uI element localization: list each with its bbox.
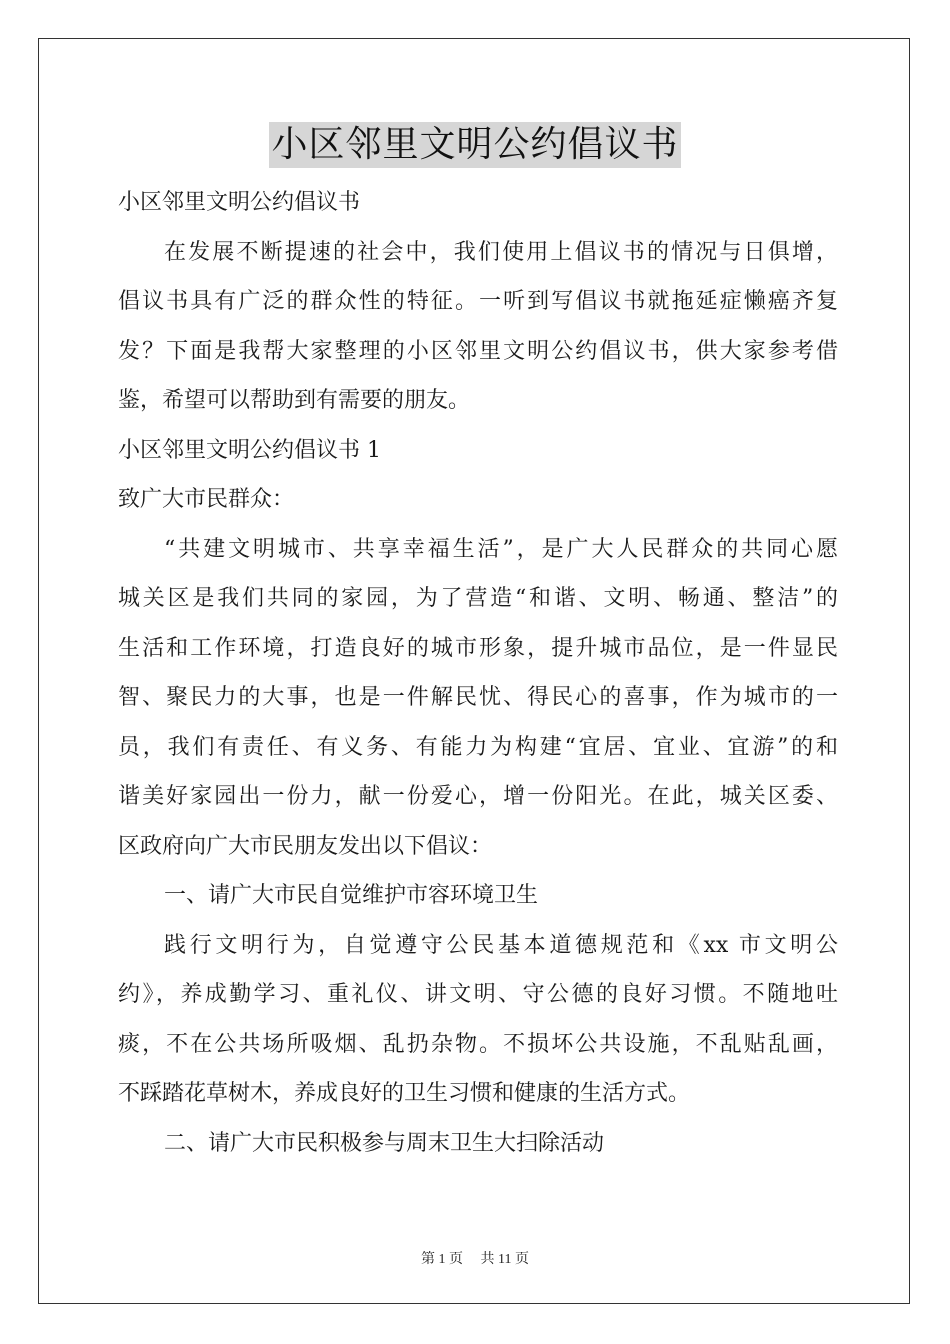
text-line: 智、聚民力的大事，也是一件解民忧、得民心的喜事，作为城市的一	[118, 685, 838, 710]
text-line: 城关区是我们共同的家园，为了营造“和谐、文明、畅通、整洁”的	[118, 586, 838, 611]
title-container	[0, 122, 950, 168]
text-line: 约》，养成勤学习、重礼仪、讲文明、守公德的良好习惯。不随地吐	[118, 982, 838, 1007]
text-line: 在发展不断提速的社会中，我们使用上倡议书的情况与日俱增，	[164, 239, 838, 265]
text-line: 员，我们有责任、有义务、有能力为构建“宜居、宜业、宜游”的和	[118, 734, 838, 760]
text-line: 倡议书具有广泛的群众性的特征。一听到写倡议书就拖延症懒癌齐复	[118, 289, 838, 314]
text-line: 不踩踏花草树木，养成良好的卫生习惯和健康的生活方式。	[118, 1081, 691, 1106]
text-line: 谐美好家园出一份力，献一份爱心，增一份阳光。在此，城关区委、	[118, 784, 838, 809]
text-line: 区政府向广大市民朋友发出以下倡议：	[118, 833, 493, 859]
document-title: 小区邻里文明公约倡议书	[269, 122, 680, 168]
text-line: 生活和工作环境，打造良好的城市形象，提升城市品位，是一件显民	[118, 635, 838, 661]
text-line: 鉴，希望可以帮助到有需要的朋友。	[118, 388, 471, 413]
text-line: 一、请广大市民自觉维护市容环境卫生	[164, 883, 539, 908]
text-line: 二、请广大市民积极参与周末卫生大扫除活动	[164, 1130, 605, 1156]
text-line: 小区邻里文明公约倡议书 1	[118, 437, 381, 463]
text-line: 践行文明行为，自觉遵守公民基本道德规范和《xx 市文明公	[164, 932, 838, 958]
text-line: “共建文明城市、共享幸福生活”，是广大人民群众的共同心愿	[164, 536, 838, 562]
page-number: 第 1 页	[421, 1252, 463, 1267]
page-total: 共 11 页	[480, 1252, 529, 1267]
page-footer	[0, 1248, 950, 1268]
text-line: 痰，不在公共场所吸烟、乱扔杂物。不损坏公共设施，不乱贴乱画，	[118, 1031, 838, 1057]
document-body	[118, 178, 838, 1168]
text-line: 致广大市民群众：	[118, 487, 295, 512]
text-line: 小区邻里文明公约倡议书	[118, 190, 361, 215]
text-line: 发？下面是我帮大家整理的小区邻里文明公约倡议书，供大家参考借	[118, 338, 838, 364]
